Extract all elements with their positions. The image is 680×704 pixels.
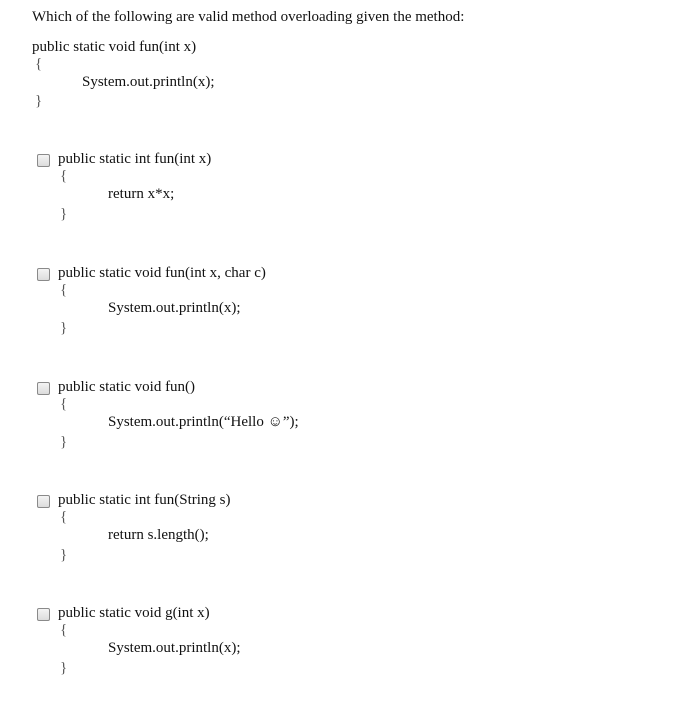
option-5-body: System.out.println(x); [108, 640, 241, 656]
option-4-signature[interactable]: public static int fun(String s) [58, 492, 231, 508]
option-5-signature[interactable]: public static void g(int x) [58, 605, 210, 621]
option-4-open-brace: { [60, 509, 68, 525]
option-3 [0, 378, 680, 478]
option-5 [0, 604, 680, 704]
option-2-checkbox[interactable] [37, 268, 50, 281]
option-4-body: return s.length(); [108, 527, 209, 543]
given-method-open-brace: { [35, 56, 43, 72]
option-5-open-brace: { [60, 622, 68, 638]
option-4-close-brace: } [60, 547, 68, 563]
option-3-close-brace: } [60, 434, 68, 450]
given-method-signature: public static void fun(int x) [32, 39, 197, 55]
option-3-body: System.out.println(“Hello ☺”); [108, 414, 299, 430]
option-5-close-brace: } [60, 660, 68, 676]
option-3-signature[interactable]: public static void fun() [58, 379, 196, 395]
option-4-checkbox[interactable] [37, 495, 50, 508]
option-1-body: return x*x; [108, 186, 175, 202]
option-3-open-brace: { [60, 396, 68, 412]
option-5-checkbox[interactable] [37, 608, 50, 621]
option-1-signature[interactable]: public static int fun(int x) [58, 151, 212, 167]
option-1-checkbox[interactable] [37, 154, 50, 167]
given-method-close-brace: } [35, 93, 43, 109]
question-text: Which of the following are valid method overloading given the method: [32, 9, 465, 25]
option-2-signature[interactable]: public static void fun(int x, char c) [58, 265, 266, 281]
option-2-body: System.out.println(x); [108, 300, 241, 316]
option-2-open-brace: { [60, 282, 68, 298]
given-method-body: System.out.println(x); [82, 74, 215, 90]
option-1 [0, 150, 680, 250]
option-1-open-brace: { [60, 168, 68, 184]
option-1-close-brace: } [60, 206, 68, 222]
option-4 [0, 491, 680, 591]
option-2 [0, 264, 680, 364]
option-2-close-brace: } [60, 320, 68, 336]
option-3-checkbox[interactable] [37, 382, 50, 395]
